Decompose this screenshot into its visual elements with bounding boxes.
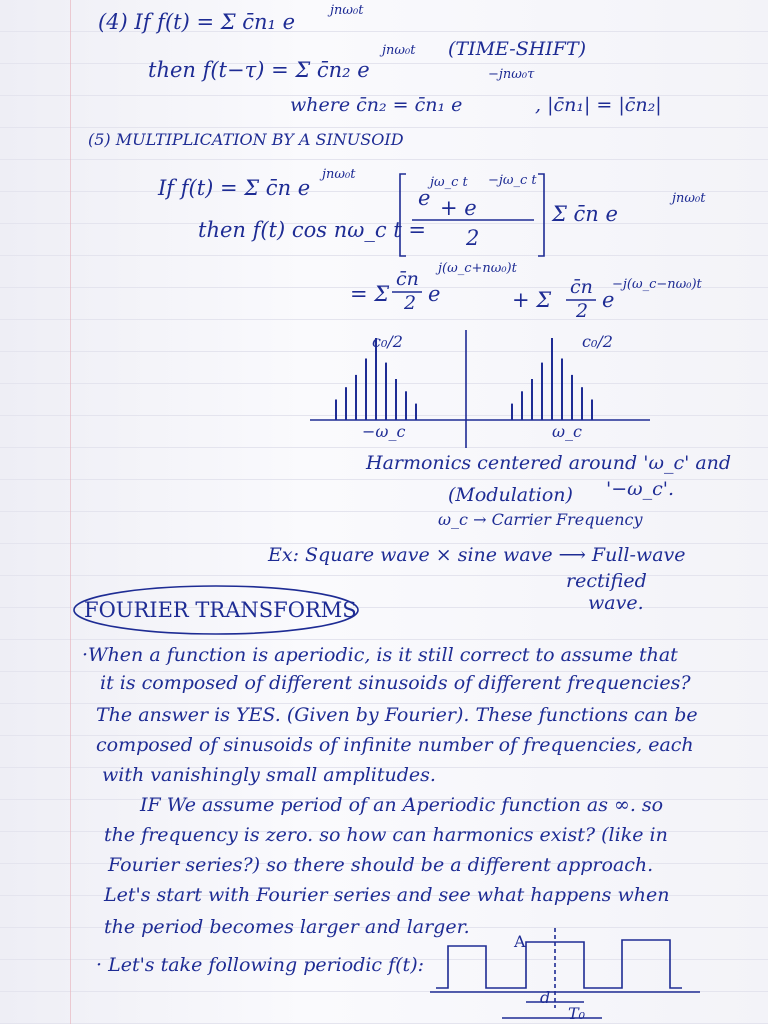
spectrum-label-right-top: c₀/2 (582, 332, 613, 351)
frac-num-plus: + e (440, 196, 477, 220)
example-line1: Ex: Square wave × sine wave ⟶ Full-wave (268, 544, 686, 566)
pulse-label-d: d (540, 988, 551, 1007)
prop4-magnitude: , |c̄n₁| = |c̄n₂| (535, 94, 662, 116)
prop5-if-line: If f(t) = Σ c̄n e (158, 176, 311, 200)
frac-num-a-exp: jω_c t (430, 175, 468, 190)
spectrum-caption1: Harmonics centered around 'ω_c' and (366, 452, 732, 474)
frac-den: 2 (466, 226, 480, 250)
fourier-p1-line3: The answer is YES. (Given by Fourier). These functions can be (96, 704, 698, 726)
frac-num-a: e (418, 186, 431, 210)
fourier-p2-line1: IF We assume period of an Aperiodic function as ∞. so (140, 794, 664, 816)
spectrum-caption2: (Modulation) (448, 484, 573, 506)
frac-num-b-exp: −jω_c t (488, 173, 537, 188)
fourier-p1-line2: it is composed of different sinusoids of different frequencies? (100, 672, 691, 694)
pulse-label-A: A (514, 932, 526, 951)
time-shift-label: (TIME-SHIFT) (448, 38, 587, 60)
eq-sum2: + Σ (512, 288, 552, 312)
margin-line (70, 0, 71, 1024)
eq-e2: e (602, 288, 615, 312)
eq-exp1: j(ω_c+nω₀)t (438, 261, 517, 276)
fourier-heading: FOURIER TRANSFORMS (84, 598, 357, 622)
after-bracket-exp: jnω₀t (672, 191, 706, 206)
fourier-p2-line4: Let's start with Fourier series and see what happens when (104, 884, 670, 906)
fourier-p2-line5: the period becomes larger and larger. (104, 916, 470, 938)
eq-sum1: = Σ (350, 282, 390, 306)
after-bracket: Σ c̄n e (552, 202, 618, 226)
spectrum-label-right-axis: ω_c (552, 422, 583, 441)
spectrum-label-left-top: c₀/2 (372, 332, 403, 351)
eq-frac2-den: 2 (576, 300, 589, 322)
fourier-p1-line5: with vanishingly small amplitudes. (102, 764, 436, 786)
prop4-line3-exp: −jnω₀τ (488, 67, 535, 82)
eq-e1: e (428, 282, 441, 306)
prop4-line1-exp: jnω₀t (330, 3, 364, 18)
prop5-then-line: then f(t) cos nω_c t = (198, 218, 427, 242)
prop5-if-exp: jnω₀t (322, 167, 356, 182)
example-line2: rectified (566, 570, 647, 592)
eq-exp2: −j(ω_c−nω₀)t (612, 277, 702, 292)
spectrum-right-group (512, 338, 592, 420)
eq-frac2-num: c̄n (570, 276, 593, 298)
fourier-p1-line4: composed of sinusoids of infinite number of frequencies, each (96, 734, 694, 756)
prop4-line3: where c̄n₂ = c̄n₁ e (290, 94, 463, 116)
prop4-line2: then f(t−τ) = Σ c̄n₂ e (148, 58, 370, 82)
prop4-line1: (4) If f(t) = Σ c̄n₁ e (98, 10, 296, 34)
prop4-line2-exp: jnω₀t (382, 43, 416, 58)
spectrum-caption1b: '−ω_c'. (606, 478, 675, 500)
spectrum-label-left-axis: −ω_c (362, 422, 406, 441)
spectrum-caption3: ω_c → Carrier Frequency (438, 510, 643, 529)
pulse-label-T: T₀ (568, 1004, 586, 1023)
fourier-p2-line3: Fourier series?) so there should be a different approach. (108, 854, 654, 876)
eq-frac1-num: c̄n (396, 268, 419, 290)
eq-frac1-den: 2 (404, 292, 417, 314)
fourier-p1-line1: ·When a function is aperiodic, is it still correct to assume that (82, 644, 678, 666)
prop5-heading: (5) MULTIPLICATION BY A SINUSOID (88, 130, 404, 149)
fourier-p2-line2: the frequency is zero. so how can harmonics exist? (like in (104, 824, 668, 846)
example-line3: wave. (588, 592, 644, 614)
fourier-p3: · Let's take following periodic f(t): (96, 954, 425, 976)
